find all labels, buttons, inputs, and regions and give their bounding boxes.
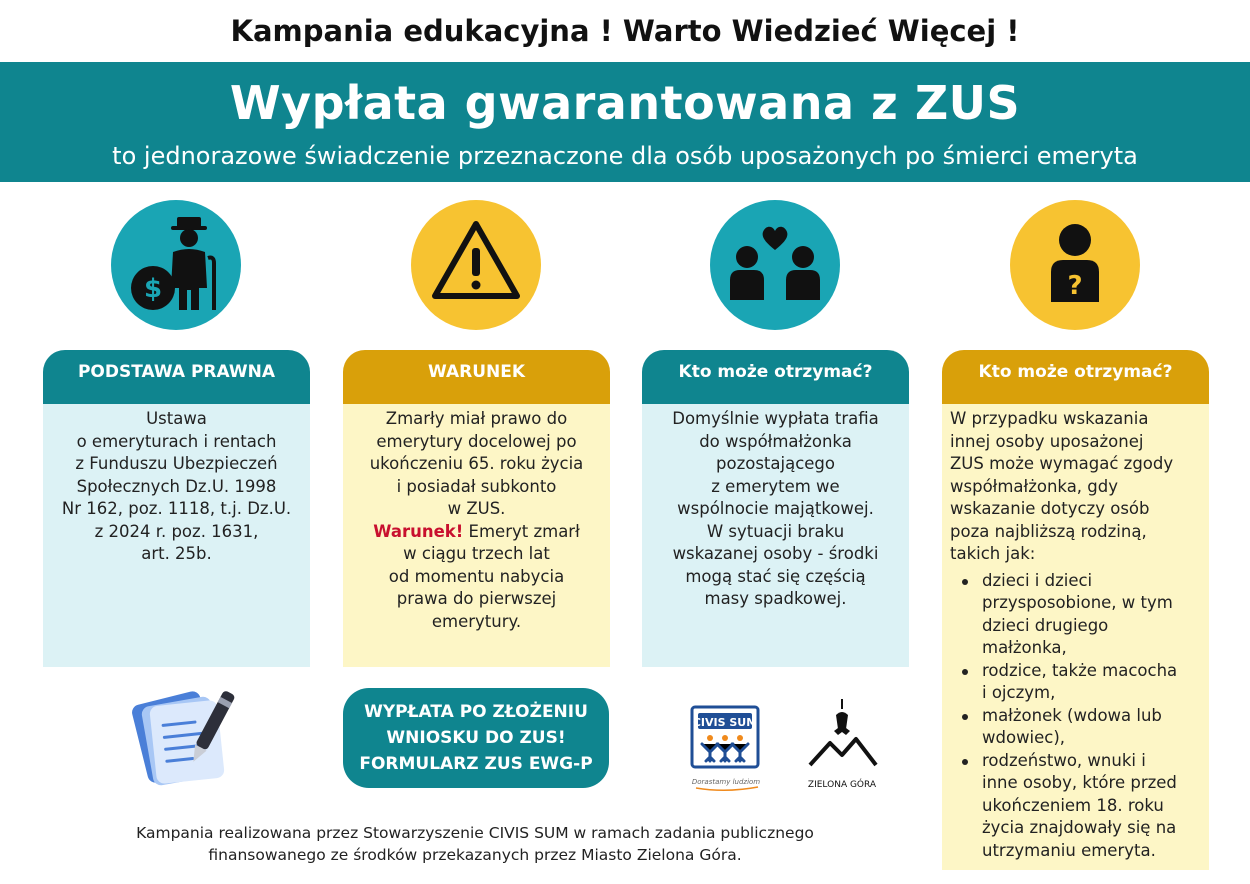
card-line: mogą stać się częścią [685, 566, 866, 586]
civis-sum-logo [688, 705, 768, 795]
svg-text:?: ? [1067, 271, 1083, 301]
card-line: W sytuacji braku [706, 521, 845, 541]
list-line: ukończeniem 18. roku [982, 795, 1164, 815]
list-item [950, 750, 1209, 863]
person-question-icon [1010, 200, 1140, 330]
list-line: rodzice, także macocha [982, 660, 1178, 680]
card-body-condition [343, 404, 610, 667]
card-line: emerytury. [431, 611, 522, 631]
card-line: z 2024 r. poz. 1631, [94, 521, 259, 541]
card-line: poza najbliższą rodziną, [950, 521, 1147, 541]
civis-name: CIVIS SUM [692, 716, 758, 729]
card-line: Ustawa [146, 409, 207, 428]
card-line: wskazanej osoby - środki [672, 544, 879, 563]
card-body-who-default [642, 404, 909, 667]
card-line: Domyślnie wypłata trafia [672, 409, 879, 428]
cta-line: WYPŁATA PO ZŁOŻENIU [364, 702, 588, 722]
civis-tagline: Dorastamy ludziom [691, 778, 761, 786]
card-line: wspólnocie majątkowej. [677, 499, 874, 518]
card-line: pozostającego [716, 454, 835, 473]
cta-line: WNIOSKU DO ZUS! [386, 728, 566, 748]
svg-text:$: $ [143, 274, 163, 304]
zielona-gora-logo [800, 695, 884, 795]
warning-label: Warunek! [373, 521, 464, 541]
footer-line: Kampania realizowana przez Stowarzyszenie CIVIS SUM w ramach zadania publicznego [136, 824, 814, 842]
list-item [950, 570, 1209, 660]
cta-line: FORMULARZ ZUS EWG-P [359, 754, 593, 774]
card-line-warning [343, 521, 610, 544]
card-line: z Funduszu Ubezpieczeń [75, 454, 278, 473]
card-header-legal-basis: PODSTAWA PRAWNA [43, 350, 310, 404]
list-line: życia znajdowały się na [982, 818, 1177, 837]
card-body-who-other [942, 404, 1209, 870]
main-title: Wypłata gwarantowana z ZUS [229, 76, 1021, 130]
card-line: masy spadkowej. [704, 589, 847, 608]
card-line: Zmarły miał prawo do [385, 409, 568, 428]
card-line: do współmałżonka [699, 431, 852, 451]
card-line: wskazanie dotyczy osób [950, 499, 1150, 518]
zg-name: ZIELONA GÓRA [807, 780, 877, 790]
cta-submit-form [343, 688, 609, 788]
card-header-condition: WARUNEK [343, 350, 610, 404]
card-line: współmałżonka, gdy [950, 476, 1119, 496]
card-line: W przypadku wskazania [950, 409, 1149, 428]
list-line: rodzeństwo, wnuki i [982, 750, 1146, 770]
campaign-title: Kampania edukacyjna ! Warto Wiedzieć Więcej ! [230, 14, 1020, 48]
list-line: wdowiec), [982, 728, 1066, 747]
people-with-heart-icon [710, 200, 840, 330]
card-line: art. 25b. [141, 544, 212, 563]
card-header-who-default: Kto może otrzymać? [642, 350, 909, 404]
card-line: prawa do pierwszej [396, 589, 557, 608]
card-line: Społecznych Dz.U. 1998 [76, 476, 277, 496]
list-line: i ojczym, [982, 683, 1056, 702]
list-line: małżonek (wdowa lub [982, 705, 1162, 725]
main-subtitle: to jednorazowe świadczenie przeznaczone dla osób uposażonych po śmierci emeryta [112, 142, 1138, 170]
title-banner [0, 62, 1250, 182]
warning-text: Emeryt zmarł [463, 521, 580, 541]
card-line: ZUS może wymagać zgody [950, 454, 1174, 473]
list-line: małżonka, [982, 638, 1067, 657]
list-item [950, 660, 1209, 705]
card-line: w ciągu trzech lat [403, 544, 550, 563]
list-line: inne osoby, które przed [982, 773, 1177, 792]
document-pen-icon [125, 685, 235, 790]
card-line: emerytury docelowej po [376, 431, 577, 451]
list-line: dzieci drugiego [982, 615, 1109, 635]
footer-credits [60, 822, 890, 866]
card-line: z emerytem we [711, 476, 840, 496]
card-line: ukończeniu 65. roku życia [369, 454, 584, 473]
card-line: innej osoby uposażonej [950, 431, 1144, 451]
footer-line: finansowanego ze środków przekazanych przez Miasto Zielona Góra. [208, 846, 742, 864]
card-line: takich jak: [950, 544, 1036, 563]
retiree-with-money-icon [111, 200, 241, 330]
card-line: od momentu nabycia [388, 566, 565, 586]
list-line: dzieci i dzieci [982, 570, 1093, 590]
card-line: Nr 162, poz. 1118, t.j. Dz.U. [61, 499, 292, 518]
list-line: utrzymaniu emeryta. [982, 840, 1156, 860]
card-body-legal-basis [43, 404, 310, 667]
warning-triangle-icon [411, 200, 541, 330]
list-line: przysposobione, w tym [982, 593, 1173, 612]
card-line: w ZUS. [447, 499, 506, 518]
list-item [950, 705, 1209, 750]
card-header-who-other: Kto może otrzymać? [942, 350, 1209, 404]
card-line: i posiadał subkonto [396, 476, 557, 496]
card-line: o emeryturach i rentach [76, 431, 277, 451]
beneficiary-list [950, 570, 1209, 863]
